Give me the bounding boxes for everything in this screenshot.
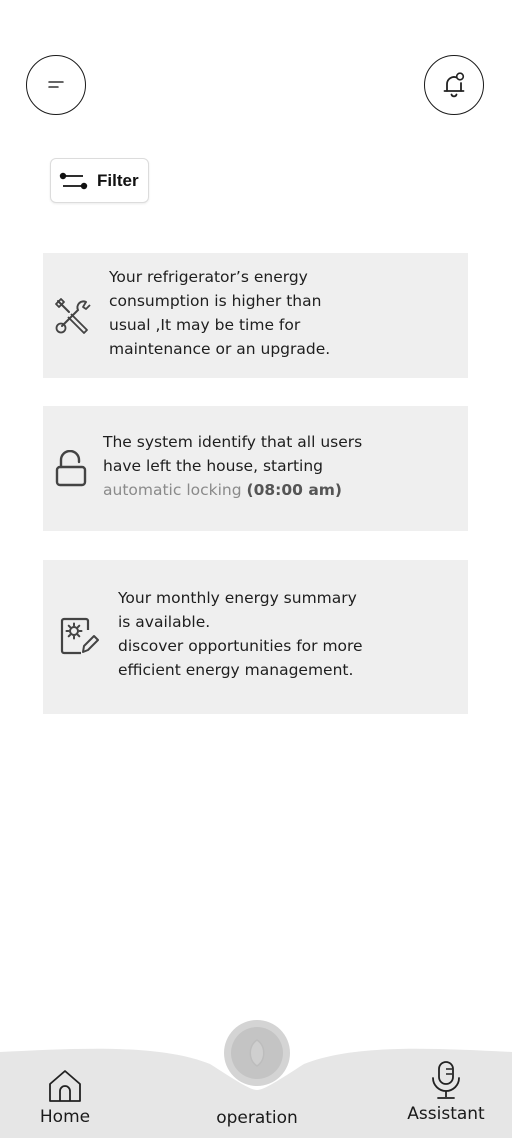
tools-icon — [53, 296, 93, 336]
nav-assistant-label: Assistant — [407, 1104, 485, 1124]
bottom-navigation — [0, 1020, 512, 1138]
notification-card-energy-summary[interactable] — [43, 560, 468, 714]
notification-text: Your monthly energy summary is available. discover opportunities for more efficient energy management. — [118, 589, 363, 679]
microphone-icon — [428, 1060, 464, 1100]
leaf-icon — [245, 1038, 269, 1068]
report-edit-icon — [59, 616, 99, 658]
home-icon — [47, 1068, 83, 1104]
notification-text — [103, 430, 458, 502]
notification-time: (08:00 am) — [246, 481, 343, 499]
nav-assistant[interactable] — [404, 1060, 488, 1124]
unlock-icon — [53, 450, 89, 488]
notification-text: Your refrigerator’s energy consumption is higher than usual ,It may be time for maintenance or an upgrade. — [109, 268, 331, 358]
nav-home[interactable] — [30, 1068, 100, 1127]
filter-label: Filter — [97, 170, 139, 190]
nav-home-label: Home — [39, 1107, 91, 1127]
filter-button[interactable] — [50, 158, 149, 203]
notification-text-main: The system identify that all users have left the house, starting — [103, 433, 363, 475]
bell-badge-icon — [440, 70, 468, 100]
nav-operation-label: operation — [216, 1108, 298, 1128]
nav-operation[interactable] — [200, 1108, 314, 1128]
notification-card-refrigerator[interactable] — [43, 253, 468, 378]
notification-text-muted: automatic locking — [103, 481, 247, 499]
menu-lines-icon — [46, 78, 66, 92]
notification-button[interactable] — [424, 55, 484, 115]
notification-card-locking[interactable] — [43, 406, 468, 531]
slider-toggle-icon — [59, 171, 89, 191]
operation-fab[interactable] — [224, 1020, 290, 1086]
menu-button[interactable] — [26, 55, 86, 115]
